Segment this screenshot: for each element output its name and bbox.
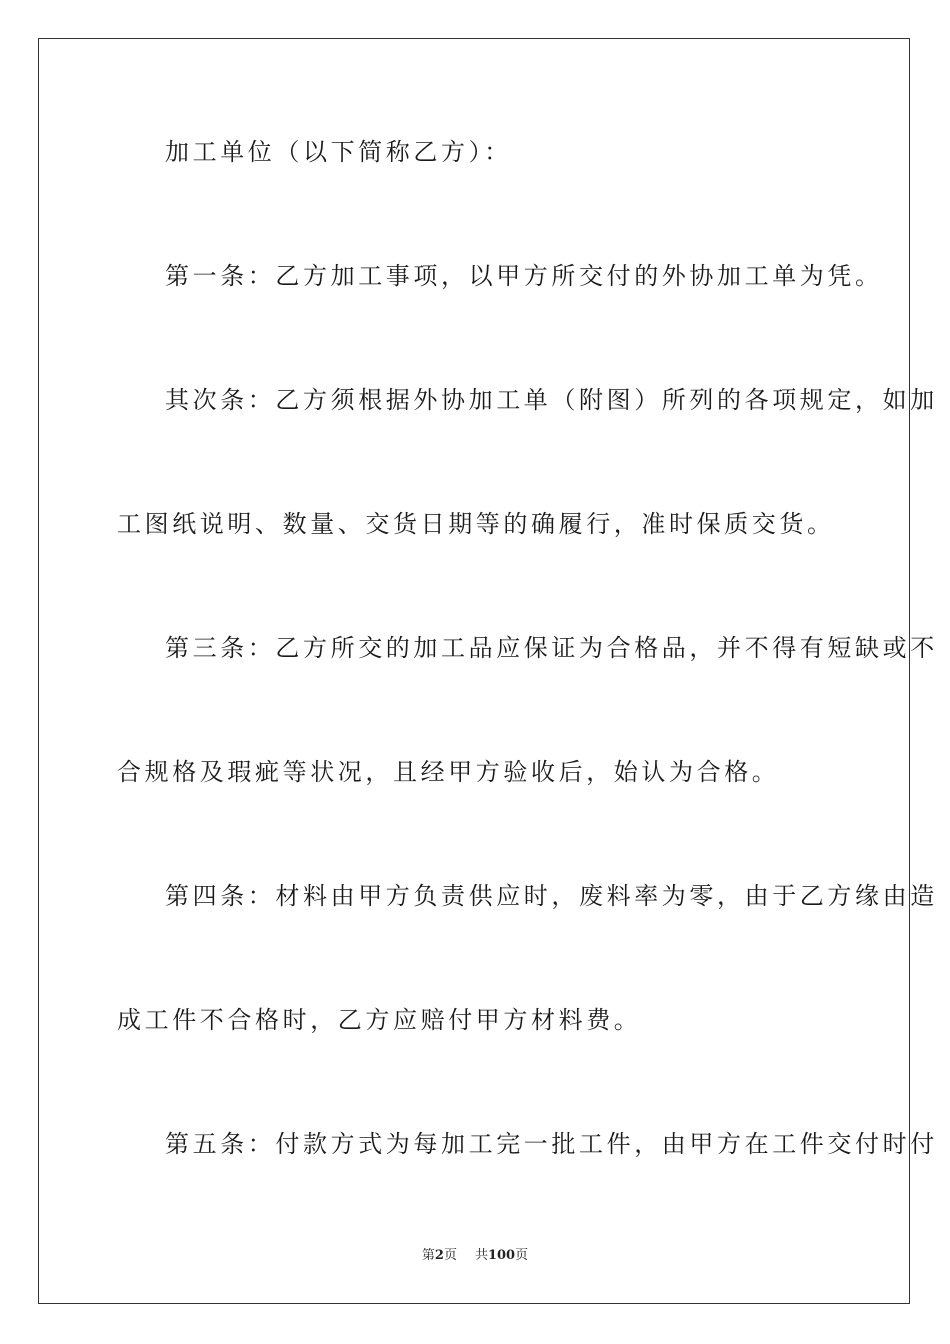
footer-prefix: 第: [421, 1248, 435, 1263]
footer-total-pages: 100: [487, 1248, 516, 1263]
paragraph-line: 第一条：乙方加工事项，以甲方所交付的外协加工单为凭。: [165, 262, 883, 290]
page-border: [38, 38, 910, 1304]
paragraph-line: 第三条：乙方所交的加工品应保证为合格品，并不得有短缺或不: [165, 634, 938, 662]
paragraph-line: 第四条：材料由甲方负责供应时，废料率为零，由于乙方缘由造: [165, 882, 938, 910]
page-footer: [0, 1247, 950, 1265]
footer-total-prefix: 共: [474, 1248, 488, 1263]
paragraph-line: 成工件不合格时，乙方应赔付甲方材料费。: [117, 1006, 642, 1034]
paragraph-line: 合规格及瑕疵等状况，且经甲方验收后，始认为合格。: [117, 758, 780, 786]
paragraph-line: 加工单位（以下简称乙方）：: [165, 138, 512, 166]
footer-page-suffix: 页: [443, 1248, 457, 1263]
footer-total-suffix: 页: [515, 1248, 529, 1263]
paragraph-line: 第五条：付款方式为每加工完一批工件，由甲方在工件交付时付: [165, 1130, 938, 1158]
paragraph-line: 工图纸说明、数量、交货日期等的确履行，准时保质交货。: [117, 510, 835, 538]
footer-page-number: 2: [434, 1248, 444, 1263]
paragraph-line: 其次条：乙方须根据外协加工单（附图）所列的各项规定，如加: [165, 386, 938, 414]
